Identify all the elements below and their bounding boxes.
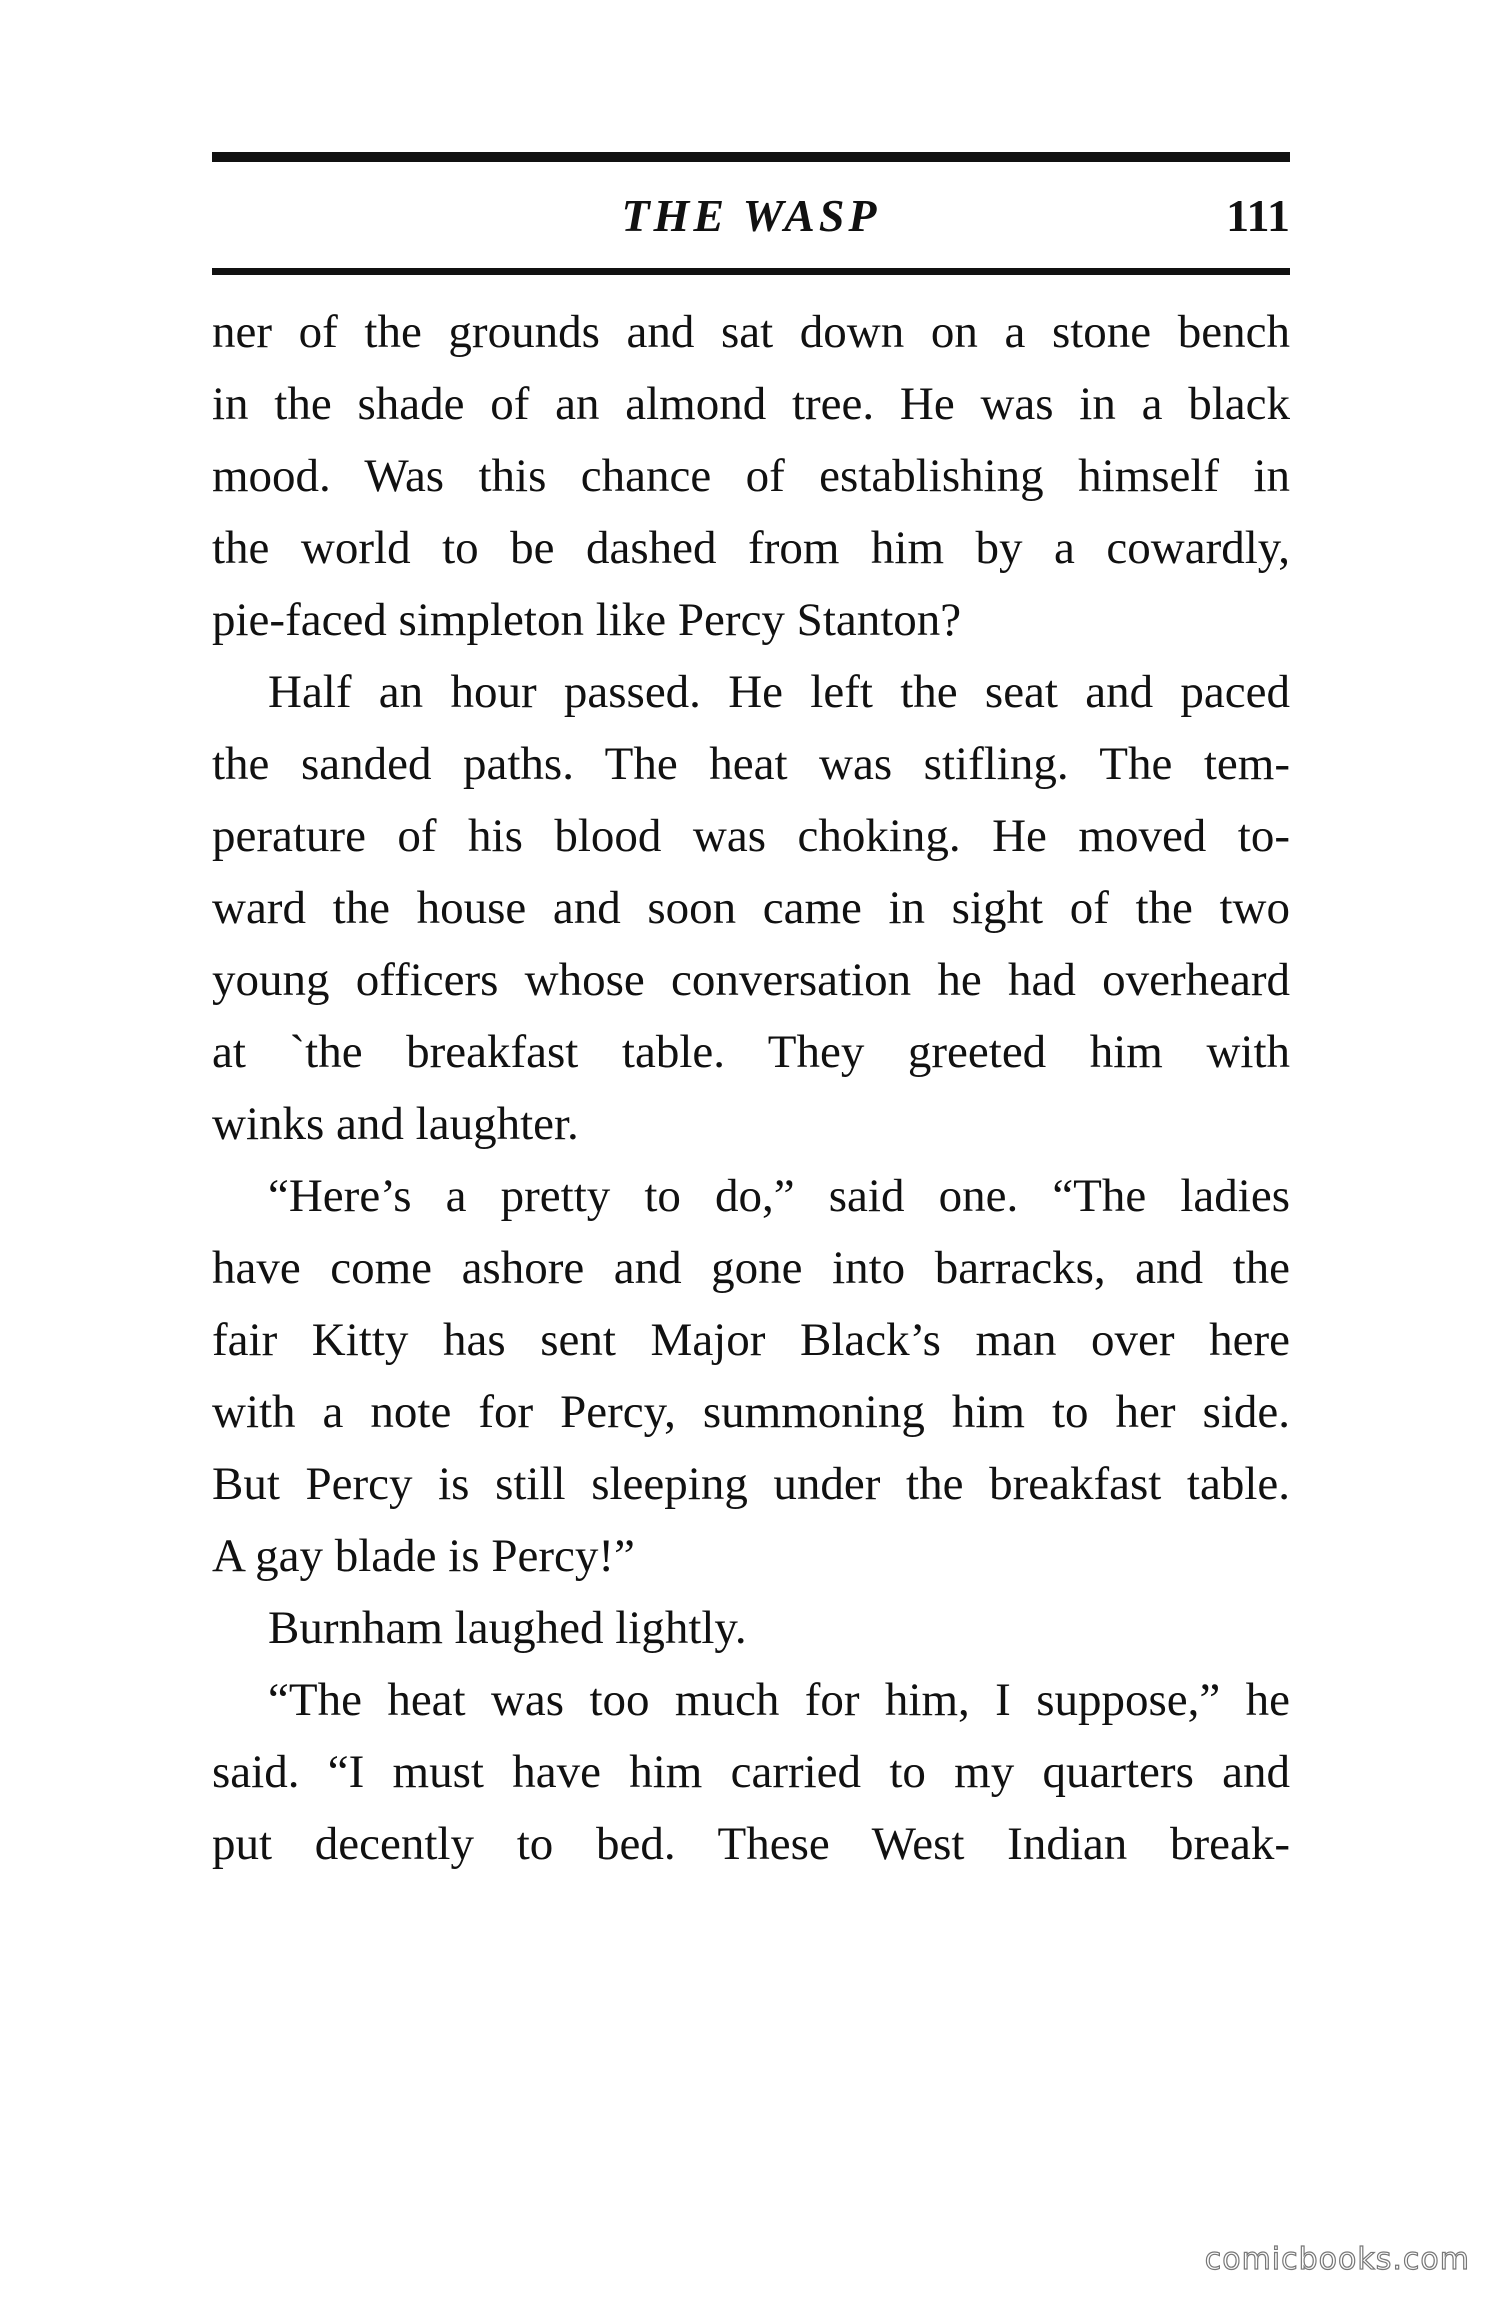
text-line: mood. Was this chance of establishing himself in	[212, 450, 1290, 502]
text-line: at `the breakfast table. They greeted him with	[212, 1026, 1290, 1078]
text-line: ner of the grounds and sat down on a stone bench	[212, 306, 1290, 358]
text-line: fair Kitty has sent Major Black’s man over here	[212, 1314, 1290, 1366]
text-line: young officers whose conversation he had overheard	[212, 954, 1290, 1006]
running-head	[212, 186, 1290, 246]
text-line: winks and laughter.	[212, 1098, 579, 1150]
page-number: 111	[1226, 190, 1290, 241]
text-line: with a note for Percy, summoning him to her side.	[212, 1386, 1290, 1438]
text-line: the world to be dashed from him by a cowardly,	[212, 522, 1290, 574]
text-line: “Here’s a pretty to do,” said one. “The ladies	[268, 1170, 1290, 1222]
text-line: Half an hour passed. He left the seat and paced	[268, 666, 1290, 718]
text-line: perature of his blood was choking. He moved to-	[212, 810, 1290, 862]
text-line: in the shade of an almond tree. He was in a black	[212, 378, 1290, 430]
header-rule-bottom	[212, 268, 1290, 275]
text-line: pie-faced simpleton like Percy Stanton?	[212, 594, 962, 646]
text-line: said. “I must have him carried to my quarters and	[212, 1746, 1290, 1798]
text-line: “The heat was too much for him, I suppose,” he	[268, 1674, 1290, 1726]
watermark: comicbooks.com	[1204, 2242, 1470, 2277]
text-line: A gay blade is Percy!”	[212, 1530, 635, 1582]
text-line: But Percy is still sleeping under the breakfast table.	[212, 1458, 1290, 1510]
body-text	[212, 296, 1290, 1880]
text-line: have come ashore and gone into barracks, and the	[212, 1242, 1290, 1294]
running-title: THE WASP	[621, 190, 881, 241]
text-line: the sanded paths. The heat was stifling. The tem-	[212, 738, 1290, 790]
text-line: ward the house and soon came in sight of the two	[212, 882, 1290, 934]
text-line: Burnham laughed lightly.	[268, 1602, 747, 1654]
header-rule-top	[212, 152, 1290, 162]
text-line: put decently to bed. These West Indian break-	[212, 1818, 1290, 1870]
